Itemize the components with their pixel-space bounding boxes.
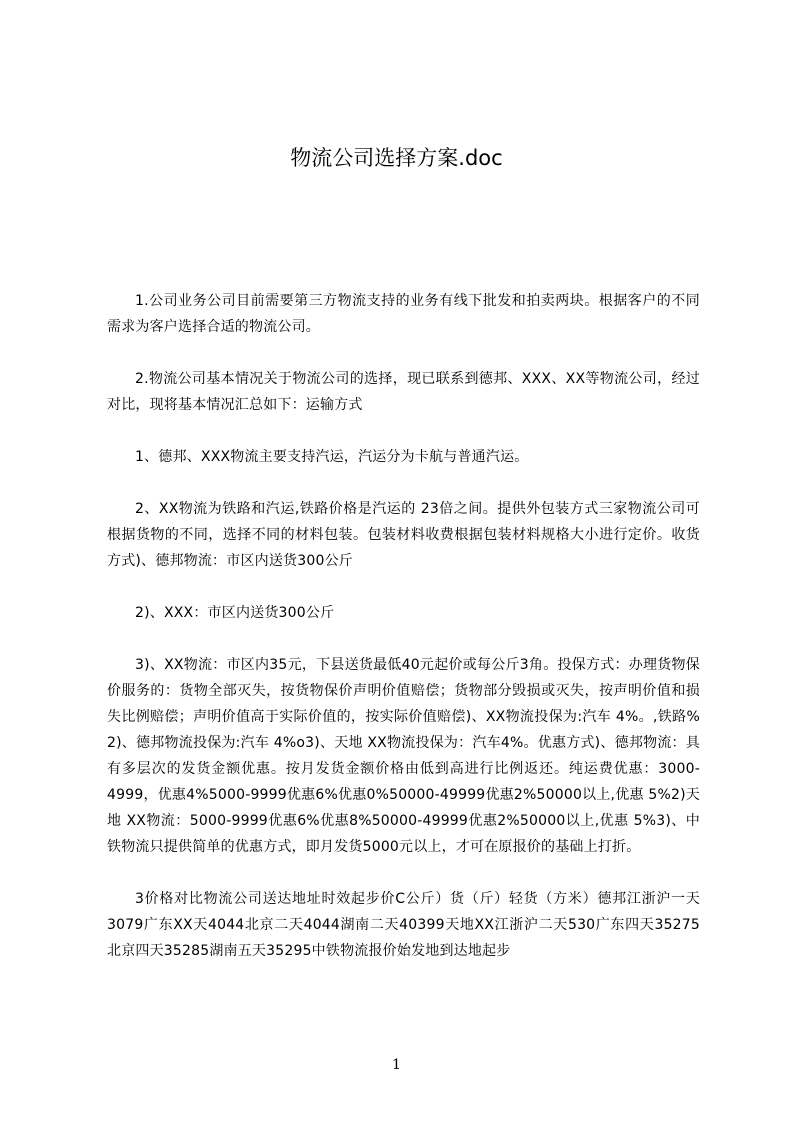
paragraph-transport-1: 1、德邦、XXX物流主要支持汽运，汽运分为卡航与普通汽运。 [135,449,529,465]
document-title: 物流公司选择方案.doc [290,146,503,170]
paragraph-xx-logistics: 3)、XX物流：市区内35元，下县送货最低40元起价或每公斤3角。投保方式：办理货物保价服务的：货物全部灭失，按货物保价声明价值赔偿；货物部分毁损或灭失，按声明价值和损失比例赔偿；声明价值高于实际价值的，按实际价值赔偿)、XX物流投保为:汽车 4%。,铁路% 2)、德邦物流投保为:汽车 4%o3)、天地 XX物流投保为：汽车4%。优惠方式)、德邦物流：具有多层次的发货金额优惠。按月发货金额价格由低到高进行比例返还。纯运费优惠：3000-4999，优惠4%5000-9999优惠6%优惠0%50000-49999优惠2%50000以上,优惠 5%2)天地 XX物流：5000-9999优惠6%优惠8%50000-49999优惠2%50000以上,优惠 5%3)、中铁物流只提供简单的优惠方式，即月发货5000元以上，才可在原报价的基础上打折。 [107,657,700,855]
paragraph-company-business: 1.公司业务公司目前需要第三方物流支持的业务有线下批发和拍卖两块。根据客户的不同需求为客户选择合适的物流公司。 [107,293,700,335]
paragraph-basic-info: 2.物流公司基本情况关于物流公司的选择，现已联系到德邦、XXX、XX等物流公司，经过对比，现将基本情况汇总如下：运输方式 [107,371,700,413]
page-number: 1 [392,1057,401,1073]
paragraph-receive-xxx: 2)、XXX：市区内送货300公斤 [135,605,335,621]
paragraph-price-comparison: 3价格对比物流公司送达地址时效起步价C公斤）货（斤）轻货（方米）德邦江浙沪一天3079广东XX天4044北京二天4044湖南二天40399天地XX江浙沪二天530广东四天35275北京四天35285湖南五天35295中铁物流报价始发地到达地起步 [107,891,700,959]
document-body [107,288,700,964]
paragraph-transport-2: 2、XX物流为铁路和汽运,铁路价格是汽运的 23倍之间。提供外包装方式三家物流公司可根据货物的不同，选择不同的材料包装。包装材料收费根据包装材料规格大小进行定价。收货方式)、德邦物流：市区内送货300公斤 [107,501,700,569]
